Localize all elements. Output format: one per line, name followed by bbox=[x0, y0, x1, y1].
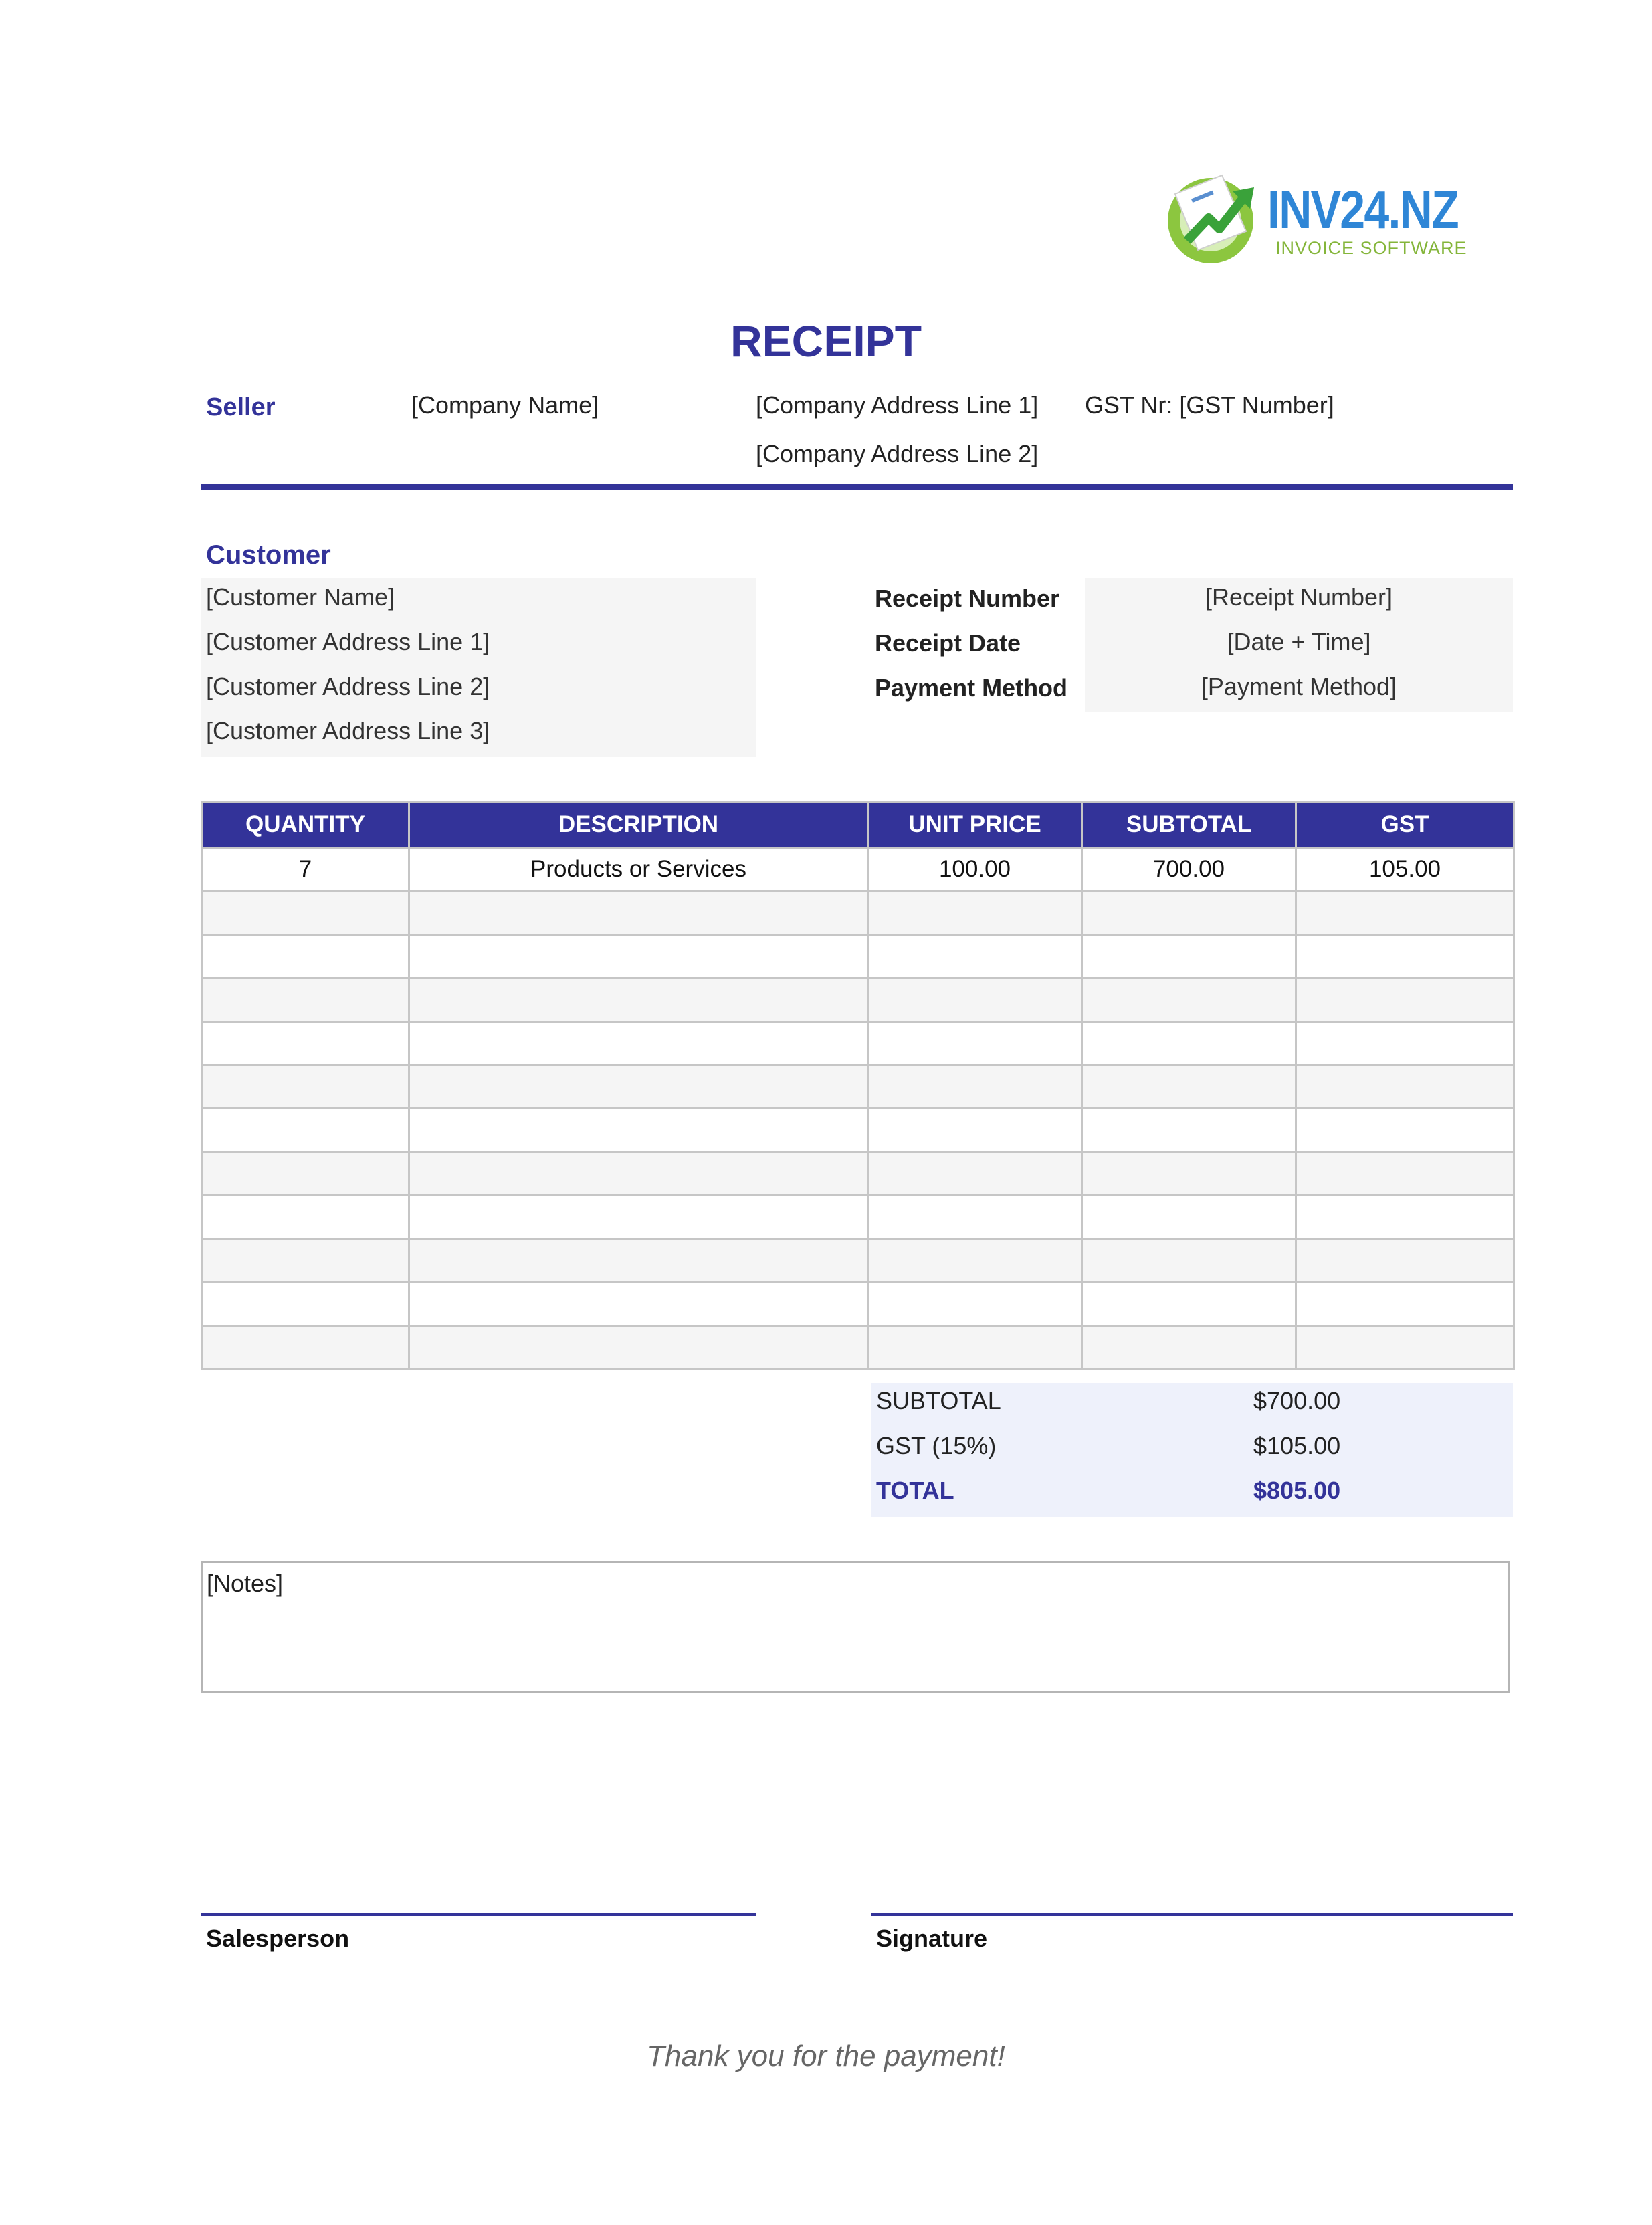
cell-description[interactable] bbox=[409, 1283, 868, 1326]
cell-unit-price[interactable] bbox=[868, 1109, 1082, 1152]
seller-address-line2: [Company Address Line 2] bbox=[756, 440, 1039, 467]
receipt-date-label: Receipt Date bbox=[875, 629, 1021, 657]
cell-description[interactable] bbox=[409, 891, 868, 935]
cell-gst[interactable]: 105.00 bbox=[1296, 848, 1514, 891]
cell-unit-price[interactable] bbox=[868, 1152, 1082, 1196]
receipt-number-label: Receipt Number bbox=[875, 585, 1060, 612]
payment-method-label: Payment Method bbox=[875, 674, 1068, 702]
items-header-row bbox=[202, 802, 1514, 848]
payment-method-value: [Payment Method] bbox=[1201, 673, 1397, 700]
table-row bbox=[202, 1239, 1514, 1283]
cell-subtotal[interactable] bbox=[1082, 1326, 1296, 1370]
header-divider bbox=[201, 484, 1513, 490]
cell-subtotal[interactable] bbox=[1082, 1196, 1296, 1239]
seller-address-line1: [Company Address Line 1] bbox=[756, 391, 1039, 419]
cell-gst[interactable] bbox=[1296, 891, 1514, 935]
customer-address-line3: [Customer Address Line 3] bbox=[206, 717, 490, 744]
cell-quantity[interactable] bbox=[202, 935, 409, 978]
cell-description[interactable] bbox=[409, 1239, 868, 1283]
total-label: TOTAL bbox=[876, 1477, 954, 1504]
receipt-date-value: [Date + Time] bbox=[1227, 628, 1371, 655]
column-header-unit-price: UNIT PRICE bbox=[868, 802, 1082, 848]
cell-description[interactable] bbox=[409, 1152, 868, 1196]
table-row bbox=[202, 1109, 1514, 1152]
cell-description[interactable] bbox=[409, 978, 868, 1022]
cell-description[interactable] bbox=[409, 1065, 868, 1109]
cell-subtotal[interactable] bbox=[1082, 935, 1296, 978]
cell-subtotal[interactable] bbox=[1082, 1239, 1296, 1283]
cell-description[interactable] bbox=[409, 1326, 868, 1370]
items-table bbox=[201, 801, 1515, 1370]
cell-unit-price[interactable] bbox=[868, 891, 1082, 935]
subtotal-label: SUBTOTAL bbox=[876, 1387, 1001, 1414]
cell-subtotal[interactable] bbox=[1082, 1022, 1296, 1065]
customer-address-line1: [Customer Address Line 1] bbox=[206, 628, 490, 655]
cell-gst[interactable] bbox=[1296, 1326, 1514, 1370]
table-row bbox=[202, 1152, 1514, 1196]
cell-subtotal[interactable] bbox=[1082, 978, 1296, 1022]
upward-arrow-document-icon bbox=[1160, 167, 1261, 268]
cell-gst[interactable] bbox=[1296, 935, 1514, 978]
table-row bbox=[202, 848, 1514, 891]
cell-quantity[interactable] bbox=[202, 1239, 409, 1283]
cell-subtotal[interactable] bbox=[1082, 1152, 1296, 1196]
cell-subtotal[interactable] bbox=[1082, 891, 1296, 935]
signature-label: Signature bbox=[876, 1925, 988, 1952]
cell-gst[interactable] bbox=[1296, 1239, 1514, 1283]
table-row bbox=[202, 1065, 1514, 1109]
column-header-quantity: QUANTITY bbox=[202, 802, 409, 848]
cell-unit-price[interactable] bbox=[868, 1022, 1082, 1065]
column-header-subtotal: SUBTOTAL bbox=[1082, 802, 1296, 848]
logo-tagline: INVOICE SOFTWARE bbox=[1275, 238, 1467, 258]
table-row bbox=[202, 1022, 1514, 1065]
cell-unit-price[interactable] bbox=[868, 1065, 1082, 1109]
cell-unit-price[interactable] bbox=[868, 1283, 1082, 1326]
notes-text: [Notes] bbox=[207, 1570, 284, 1597]
cell-subtotal[interactable] bbox=[1082, 1283, 1296, 1326]
cell-quantity[interactable]: 7 bbox=[202, 848, 409, 891]
logo-brand-text: INV24.NZ bbox=[1267, 180, 1458, 239]
cell-quantity[interactable] bbox=[202, 1065, 409, 1109]
cell-gst[interactable] bbox=[1296, 1152, 1514, 1196]
notes-box[interactable] bbox=[201, 1561, 1510, 1693]
cell-gst[interactable] bbox=[1296, 978, 1514, 1022]
column-header-description: DESCRIPTION bbox=[409, 802, 868, 848]
cell-quantity[interactable] bbox=[202, 891, 409, 935]
table-row bbox=[202, 978, 1514, 1022]
cell-quantity[interactable] bbox=[202, 1283, 409, 1326]
cell-unit-price[interactable] bbox=[868, 978, 1082, 1022]
customer-label: Customer bbox=[206, 540, 331, 570]
table-row bbox=[202, 891, 1514, 935]
salesperson-line bbox=[201, 1913, 756, 1916]
cell-subtotal[interactable] bbox=[1082, 1109, 1296, 1152]
total-value: $805.00 bbox=[1253, 1477, 1341, 1504]
table-row bbox=[202, 1196, 1514, 1239]
cell-unit-price[interactable] bbox=[868, 935, 1082, 978]
cell-description[interactable]: Products or Services bbox=[409, 848, 868, 891]
company-logo bbox=[1160, 167, 1475, 268]
receipt-number-value: [Receipt Number] bbox=[1205, 583, 1393, 611]
cell-gst[interactable] bbox=[1296, 1109, 1514, 1152]
cell-quantity[interactable] bbox=[202, 1196, 409, 1239]
cell-unit-price[interactable] bbox=[868, 1326, 1082, 1370]
table-row bbox=[202, 935, 1514, 978]
cell-quantity[interactable] bbox=[202, 978, 409, 1022]
cell-quantity[interactable] bbox=[202, 1109, 409, 1152]
cell-subtotal[interactable]: 700.00 bbox=[1082, 848, 1296, 891]
subtotal-value: $700.00 bbox=[1253, 1387, 1341, 1414]
seller-gst-number: GST Nr: [GST Number] bbox=[1085, 391, 1334, 419]
customer-address-line2: [Customer Address Line 2] bbox=[206, 673, 490, 700]
seller-company-name: [Company Name] bbox=[411, 391, 599, 419]
cell-unit-price[interactable] bbox=[868, 1196, 1082, 1239]
column-header-gst: GST bbox=[1296, 802, 1514, 848]
seller-label: Seller bbox=[206, 393, 276, 421]
cell-quantity[interactable] bbox=[202, 1326, 409, 1370]
cell-gst[interactable] bbox=[1296, 1196, 1514, 1239]
signature-line bbox=[871, 1913, 1513, 1916]
table-row bbox=[202, 1326, 1514, 1370]
cell-description[interactable] bbox=[409, 935, 868, 978]
cell-description[interactable] bbox=[409, 1022, 868, 1065]
gst-value: $105.00 bbox=[1253, 1432, 1341, 1459]
cell-quantity[interactable] bbox=[202, 1152, 409, 1196]
cell-unit-price[interactable] bbox=[868, 1239, 1082, 1283]
cell-quantity[interactable] bbox=[202, 1022, 409, 1065]
cell-gst[interactable] bbox=[1296, 1022, 1514, 1065]
thank-you-message: Thank you for the payment! bbox=[647, 2040, 1005, 2073]
cell-gst[interactable] bbox=[1296, 1283, 1514, 1326]
page-title: RECEIPT bbox=[730, 316, 922, 366]
cell-description[interactable] bbox=[409, 1109, 868, 1152]
cell-description[interactable] bbox=[409, 1196, 868, 1239]
customer-name: [Customer Name] bbox=[206, 583, 395, 611]
salesperson-label: Salesperson bbox=[206, 1925, 350, 1952]
cell-unit-price[interactable]: 100.00 bbox=[868, 848, 1082, 891]
cell-subtotal[interactable] bbox=[1082, 1065, 1296, 1109]
gst-label: GST (15%) bbox=[876, 1432, 997, 1459]
table-row bbox=[202, 1283, 1514, 1326]
cell-gst[interactable] bbox=[1296, 1065, 1514, 1109]
